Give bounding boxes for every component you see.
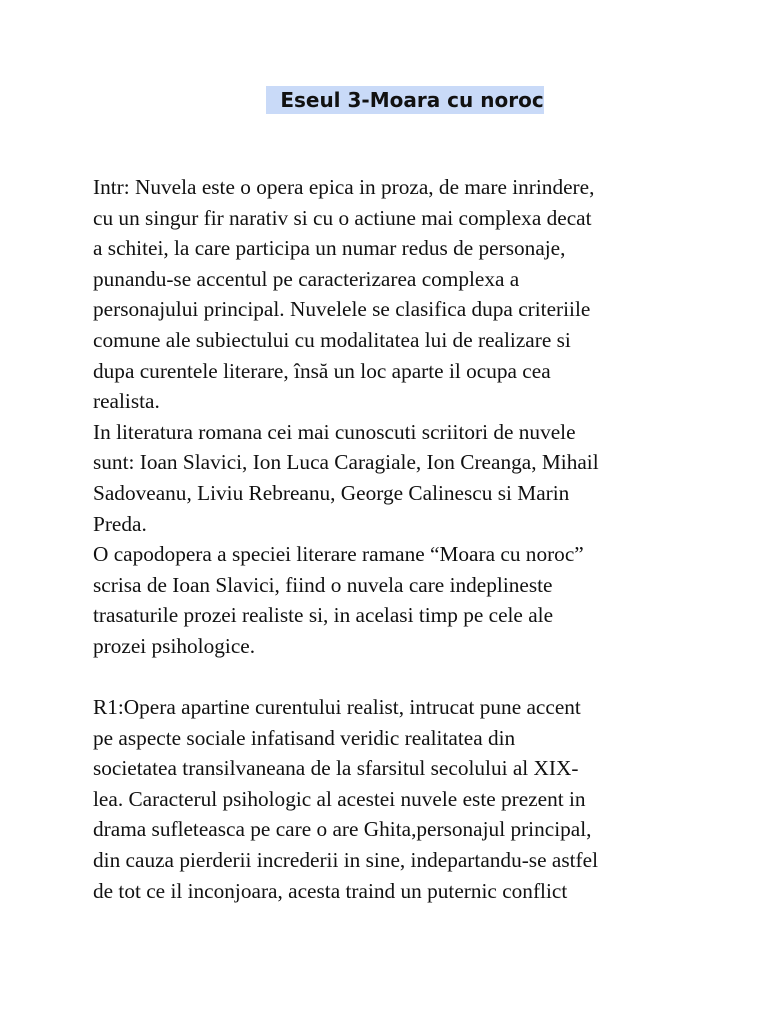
text-line: sunt: Ioan Slavici, Ion Luca Caragiale, Ion Creanga, Mihail [93,450,599,475]
paragraph-r1 [93,692,693,906]
text-line: societatea transilvaneana de la sfarsitul secolului al XIX- [93,756,579,781]
document-title: Eseul 3-Moara cu noroc [266,86,543,114]
text-line: comune ale subiectului cu modalitatea lui de realizare si [93,327,571,352]
paragraph-masterpiece [93,539,693,661]
text-line: de tot ce il inconjoara, acesta traind un puternic conflict [93,878,568,903]
text-line: scrisa de Ioan Slavici, fiind o nuvela care indeplineste [93,572,553,597]
text-line: a schitei, la care participa un numar redus de personaje, [93,236,566,261]
text-line: dupa curentele literare, însă un loc aparte il ocupa cea [93,358,551,383]
text-line: In literatura romana cei mai cunoscuti scriitori de nuvele [93,419,576,444]
document-body [93,172,693,906]
text-line: R1:Opera apartine curentului realist, intrucat pune accent [93,695,581,720]
text-line: drama sufleteasca pe care o are Ghita,personajul principal, [93,817,592,842]
text-line: lea. Caracterul psihologic al acestei nuvele este prezent in [93,786,586,811]
text-line: punandu-se accentul pe caracterizarea complexa a [93,266,520,291]
paragraph-writers [93,417,693,539]
paragraph-gap [93,662,693,693]
text-line: personajului principal. Nuvelele se clasifica dupa criteriile [93,297,591,322]
text-line: Preda. [93,511,147,536]
text-line: cu un singur fir narativ si cu o actiune mai complexa decat [93,205,592,230]
text-line: O capodopera a speciei literare ramane “Moara cu noroc” [93,542,584,567]
text-line: din cauza pierderii increderii in sine, indepartandu-se astfel [93,848,598,873]
text-line: prozei psihologice. [93,633,256,658]
title-container [0,86,768,114]
text-line: trasaturile prozei realiste si, in acelasi timp pe cele ale [93,603,554,628]
paragraph-intro [93,172,693,417]
text-line: Sadoveanu, Liviu Rebreanu, George Calinescu si Marin [93,480,570,505]
text-line: Intr: Nuvela este o opera epica in proza, de mare inrindere, [93,175,595,199]
text-line: realista. [93,389,160,414]
text-line: pe aspecte sociale infatisand veridic realitatea din [93,725,516,750]
